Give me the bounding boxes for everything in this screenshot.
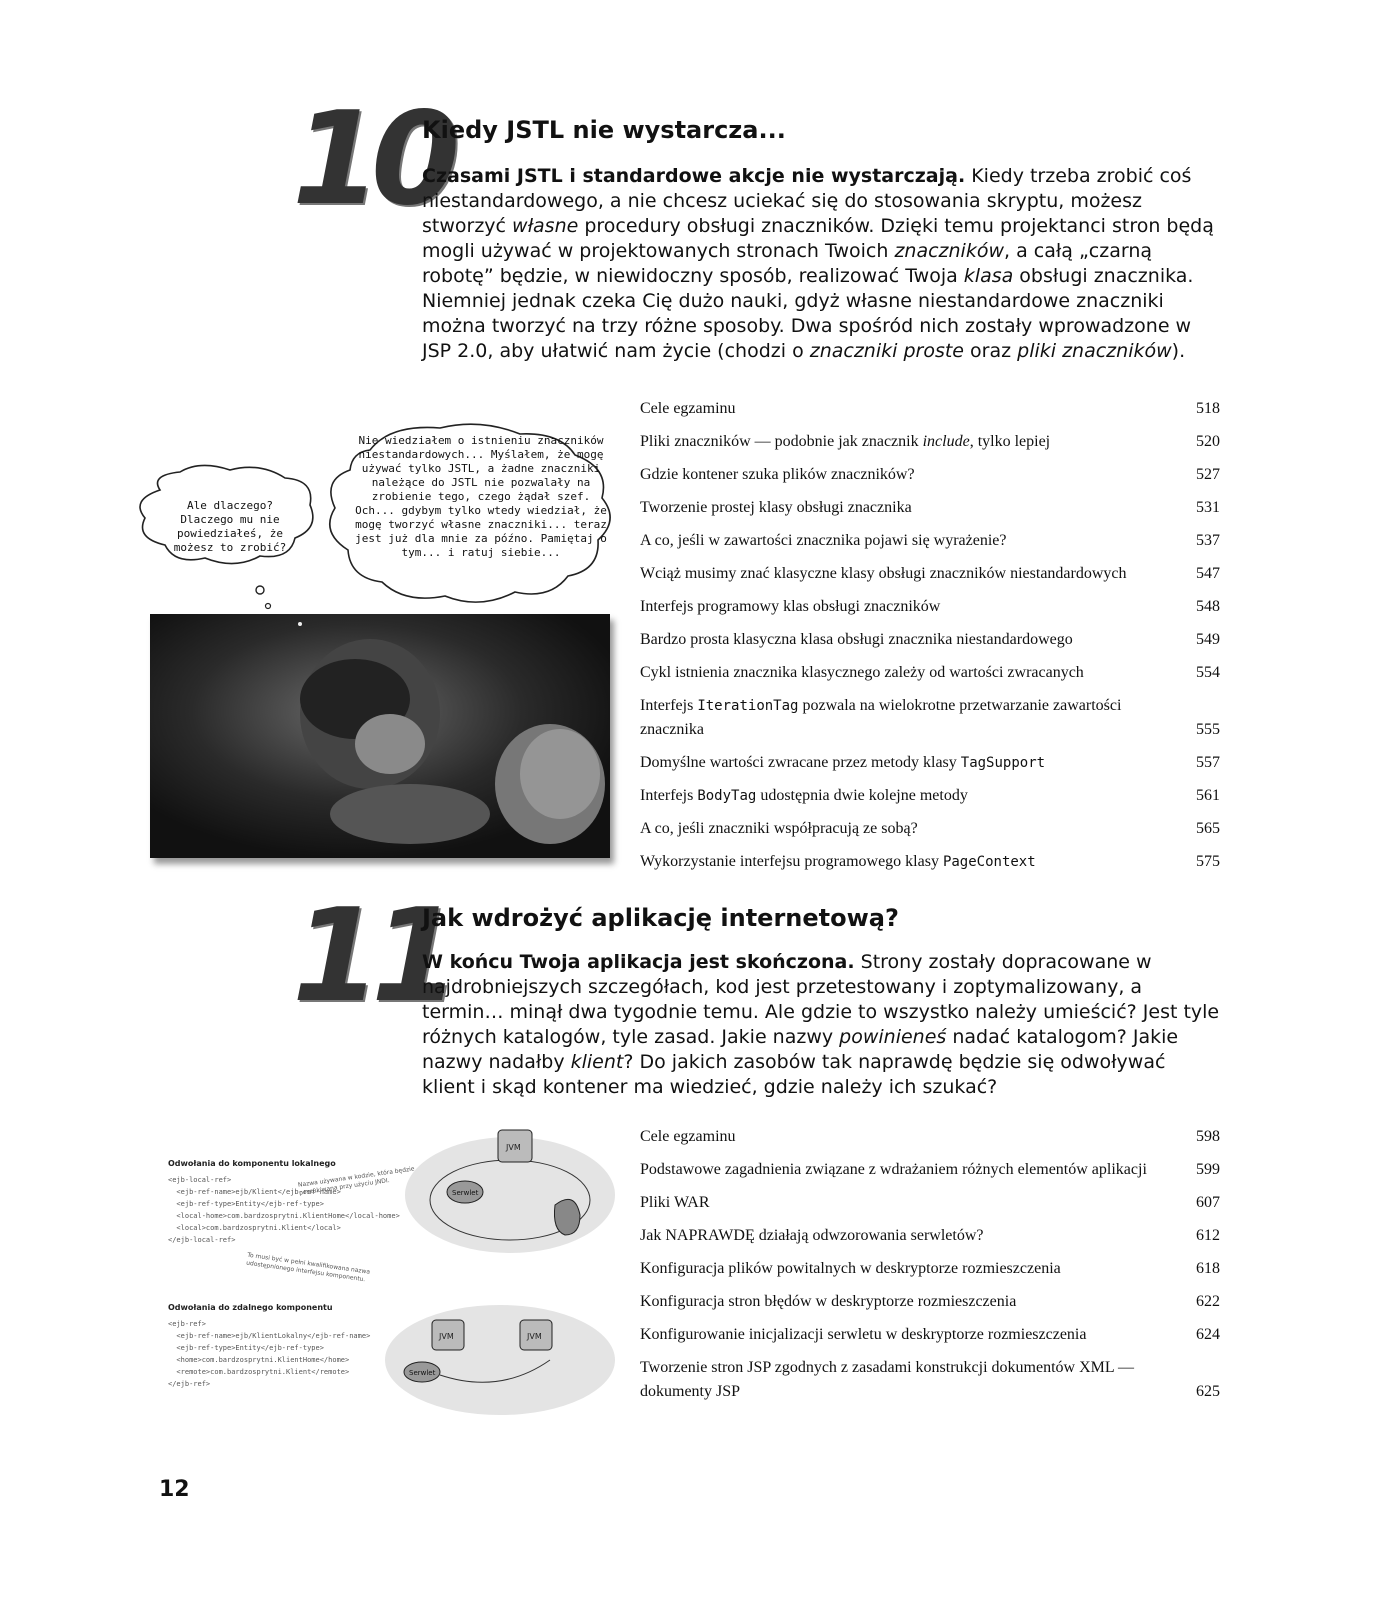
toc-entry	[640, 1187, 1220, 1220]
intro-emphasis: pliki znaczników	[1017, 340, 1172, 362]
code-heading: Odwołania do zdalnego komponentu	[168, 1303, 333, 1312]
toc-entry	[640, 1154, 1220, 1187]
toc-page-number: 622	[1196, 1293, 1220, 1310]
server-cloud	[385, 1305, 615, 1415]
toc-entry-title	[640, 1323, 1086, 1347]
toc-code-term: PageContext	[942, 854, 1036, 870]
toc-entry-title	[640, 397, 736, 421]
toc-page-number: 624	[1196, 1326, 1220, 1343]
jvm-icon	[498, 1130, 532, 1162]
toc-entry-title	[640, 463, 915, 487]
toc-text: Jak NAPRAWDĘ działają odwzorowania serwletów?	[640, 1227, 984, 1244]
toc-entry-title	[640, 430, 1050, 454]
code-line: <local-home>com.bardzosprytni.KlientHome</local-home>	[168, 1212, 400, 1220]
code-line: <home>com.bardzosprytni.KlientHome</home>	[168, 1356, 350, 1364]
toc-text: Pliki znaczników — podobnie jak znacznik	[640, 433, 923, 450]
toc-entry	[640, 846, 1220, 879]
toc-entry-title	[640, 661, 1084, 685]
jvm-icon	[432, 1320, 464, 1350]
toc-entry-title	[640, 784, 968, 808]
intro-text: ).	[1171, 340, 1186, 362]
toc-entry-title	[640, 817, 918, 841]
toc-text: Konfigurowanie inicjalizacji serwletu w deskryptorze rozmieszczenia	[640, 1326, 1087, 1343]
toc-entry	[640, 657, 1220, 690]
toc-page-number: 575	[1196, 853, 1220, 870]
toc-entry	[640, 1352, 1220, 1409]
intro-emphasis: znaczników	[894, 240, 1005, 262]
code-line: <ejb-ref>	[168, 1320, 206, 1328]
jvm-label: JVM	[527, 1332, 542, 1341]
toc-page-number: 537	[1196, 532, 1220, 549]
intro-emphasis: powinieneś	[839, 1026, 947, 1048]
toc-entry	[640, 591, 1220, 624]
toc-entry	[640, 1286, 1220, 1319]
intro-text: procedury obsługi znaczników. Dzięki temu projektanci stron będą mogli używać w projektowanych stronach Twoich	[422, 215, 1214, 262]
toc-code-term: BodyTag	[697, 788, 757, 804]
toc-page-number: 518	[1196, 400, 1220, 417]
toc-text: Pliki WAR	[640, 1194, 710, 1211]
toc-page-number: 612	[1196, 1227, 1220, 1244]
toc-entry	[640, 525, 1220, 558]
code-heading: Odwołania do komponentu lokalnego	[168, 1159, 336, 1168]
intro-emphasis: znaczniki proste	[809, 340, 964, 362]
toc-entry-title	[640, 1125, 736, 1149]
toc-text: Konfiguracja plików powitalnych w deskryptorze rozmieszczenia	[640, 1260, 1061, 1277]
toc-entry	[640, 624, 1220, 657]
toc-entry	[640, 780, 1220, 813]
toc-page-number: 625	[1196, 1383, 1220, 1400]
bubble-dot	[266, 604, 271, 609]
chapter-title: Jak wdrożyć aplikację internetową?	[422, 904, 899, 932]
toc-entry	[640, 393, 1220, 426]
toc-entry-title	[640, 850, 1036, 874]
toc-entry-title	[640, 1191, 710, 1215]
toc-entry	[640, 426, 1220, 459]
servlet-icon	[447, 1181, 483, 1203]
toc-page-number: 555	[1196, 721, 1220, 738]
toc-page-number: 520	[1196, 433, 1220, 450]
toc-text: Bardzo prosta klasyczna klasa obsługi znacznika niestandardowego	[640, 631, 1073, 648]
toc-page-number: 531	[1196, 499, 1220, 516]
component-icon	[554, 1199, 580, 1235]
toc-entry	[640, 747, 1220, 780]
toc-page-number: 618	[1196, 1260, 1220, 1277]
toc-code-term: TagSupport	[960, 755, 1046, 771]
toc-text: Tworzenie prostej klasy obsługi znacznika	[640, 499, 912, 516]
toc-entry	[640, 1121, 1220, 1154]
bubble-dot	[256, 586, 264, 594]
toc-text: Interfejs	[640, 787, 698, 804]
toc-page-number: 557	[1196, 754, 1220, 771]
code-line: </ejb-ref>	[168, 1380, 211, 1388]
intro-emphasis: klient	[570, 1051, 624, 1073]
intro-text: obsługi znacznika. Niemniej jednak czeka Cię dużo nauki, gdyż własne niestandardowe znaczniki można tworzyć na trzy różne sposoby. Dwa spośród nich zostały wprowadzone w JSP 2.0, aby ułatwić nam życie (chodzi o	[422, 265, 1194, 362]
code-annotation: Nazwa używana w kodzie, która będzie poszukiwana przy użyciu JNDI.	[297, 1165, 415, 1197]
toc-text: Cykl istnienia znacznika klasycznego zależy od wartości zwracanych	[640, 664, 1084, 681]
table-of-contents-ch10	[640, 393, 1220, 879]
toc-entry-title	[640, 496, 912, 520]
photo-illustration	[150, 614, 610, 858]
intro-text: Kiedy trzeba zrobić coś niestandardowego, a nie chcesz uciekać się do stosowania skryptu, możesz stworzyć	[422, 165, 1192, 237]
toc-text: A co, jeśli znaczniki współpracują ze sobą?	[640, 820, 918, 837]
toc-entry-title	[640, 529, 1007, 553]
toc-page-number: 547	[1196, 565, 1220, 582]
jvm-label: JVM	[439, 1332, 454, 1341]
toc-page-number: 554	[1196, 664, 1220, 681]
page-number: 12	[159, 1477, 190, 1502]
toc-entry	[640, 1220, 1220, 1253]
toc-entry-title	[640, 595, 940, 619]
toc-text: Cele egzaminu	[640, 400, 736, 417]
toc-text: Wciąż musimy znać klasyczne klasy obsługi znaczników niestandardowych	[640, 565, 1127, 582]
toc-text: pozwala na wielokrotne przetwarzanie zawartości znacznika	[640, 697, 1122, 738]
code-line: <ejb-ref-type>Entity</ejb-ref-type>	[168, 1200, 324, 1208]
toc-text: udostępnia dwie kolejne metody	[756, 787, 968, 804]
toc-page-number: 548	[1196, 598, 1220, 615]
toc-entry-title	[640, 751, 1045, 775]
servlet-icon	[404, 1362, 440, 1382]
toc-text: Wykorzystanie interfejsu programowego klasy	[640, 853, 943, 870]
toc-page-number: 565	[1196, 820, 1220, 837]
code-line: </ejb-local-ref>	[168, 1236, 236, 1244]
code-line: <ejb-local-ref>	[168, 1176, 232, 1184]
code-remote-ref	[168, 1302, 408, 1390]
toc-entry-title	[640, 694, 1181, 742]
intro-lead: W końcu Twoja aplikacja jest skończona.	[422, 951, 855, 973]
chapter-intro	[422, 950, 1222, 1100]
intro-text: , a całą „czarną robotę” będzie, w niewidoczny sposób, realizować Twoja	[422, 240, 1153, 287]
intro-emphasis: klasa	[963, 265, 1014, 287]
code-line: <ejb-ref-name>ejb/KlientLokalny</ejb-ref-name>	[168, 1332, 371, 1340]
chapter-intro	[422, 164, 1222, 364]
toc-entry-title	[640, 1158, 1147, 1182]
speech-bubble-small: Ale dlaczego? Dlaczego mu nie powiedziałeś, że możesz to zrobić?	[173, 499, 287, 554]
intro-text: Strony zostały dopracowane w najdrobniejszych szczegółach, kod jest przetestowany i zoptymalizowany, a termin… minął dwa tygodnie temu. Ale gdzie to wszystko należy umieścić? Jest tyle różnych katalogów, tyle zasad. Jakie nazwy	[422, 951, 1220, 1048]
intro-text: nadać katalogom? Jakie nazwy nadałby	[422, 1026, 1179, 1073]
speech-bubble-large: Nie wiedziałem o istnieniu znaczników niestandardowych... Myślałem, że mogę używać tylko JSTL, a żadne znaczniki należące do JSTL nie pozwalały na zrobienie tego, czego żądał szef. Och... gdybym tylko wtedy wiedział, że mogę tworzyć własne znaczniki... teraz jest już dla mnie za późno. Pamiętaj o tym... i ratuj siebie...	[355, 434, 607, 559]
toc-entry	[640, 1253, 1220, 1286]
code-line: <remote>com.bardzosprytni.Klient</remote>	[168, 1368, 350, 1376]
chapter-title: Kiedy JSTL nie wystarcza...	[422, 116, 786, 144]
code-line: <ejb-ref-name>ejb/Klient</ejb-ref-name>	[168, 1188, 341, 1196]
jvm-label: JVM	[506, 1143, 521, 1152]
toc-text: , tylko lepiej	[969, 433, 1051, 450]
toc-code-term: IterationTag	[697, 698, 799, 714]
toc-text: Interfejs programowy klas obsługi znaczników	[640, 598, 941, 615]
toc-page-number: 527	[1196, 466, 1220, 483]
toc-page-number: 598	[1196, 1128, 1220, 1145]
chapter-number: 10	[292, 85, 451, 234]
toc-page-number: 607	[1196, 1194, 1220, 1211]
toc-text: Konfiguracja stron błędów w deskryptorze rozmieszczenia	[640, 1293, 1017, 1310]
chapter-number: 11	[292, 882, 451, 1031]
toc-text: Cele egzaminu	[640, 1128, 736, 1145]
toc-entry	[640, 813, 1220, 846]
toc-entry	[640, 690, 1220, 747]
toc-text: Domyślne wartości zwracane przez metody klasy	[640, 754, 961, 771]
toc-text: A co, jeśli w zawartości znacznika pojawi się wyrażenie?	[640, 532, 1007, 549]
jvm-icon	[520, 1320, 552, 1350]
servlet-label: Serwlet	[409, 1369, 436, 1377]
toc-text: Interfejs	[640, 697, 698, 714]
table-of-contents-ch11	[640, 1121, 1220, 1409]
toc-text: Gdzie kontener szuka plików znaczników?	[640, 466, 915, 483]
toc-entry	[640, 558, 1220, 591]
servlet-label: Serwlet	[452, 1189, 479, 1197]
code-annotation: To musi być w pełni kwalifikowana nazwa udostępnionego interfejsu komponentu.	[245, 1251, 371, 1284]
toc-entry-title	[640, 1356, 1184, 1404]
intro-lead: Czasami JSTL i standardowe akcje nie wystarczają.	[422, 165, 966, 187]
toc-page-number: 561	[1196, 787, 1220, 804]
intro-text: ? Do jakich zasobów tak naprawdę będzie się odwoływać klient i skąd kontener ma wiedzieć, gdzie należy ich szukać?	[422, 1051, 1166, 1098]
toc-text: Tworzenie stron JSP zgodnych z zasadami konstrukcji dokumentów XML — dokumenty JSP	[640, 1359, 1135, 1400]
toc-entry-title	[640, 1290, 1016, 1314]
toc-text: Podstawowe zagadnienia związane z wdrażaniem różnych elementów aplikacji	[640, 1161, 1147, 1178]
toc-entry	[640, 459, 1220, 492]
toc-entry	[640, 1319, 1220, 1352]
toc-emphasis: include	[922, 433, 970, 450]
toc-entry-title	[640, 628, 1073, 652]
toc-page-number: 549	[1196, 631, 1220, 648]
toc-entry-title	[640, 1257, 1061, 1281]
toc-entry	[640, 492, 1220, 525]
intro-emphasis: własne	[512, 215, 579, 237]
toc-entry-title	[640, 1224, 984, 1248]
code-line: <local>com.bardzosprytni.Klient</local>	[168, 1224, 341, 1232]
intro-text: oraz	[964, 340, 1018, 362]
toc-entry-title	[640, 562, 1127, 586]
code-line: <ejb-ref-type>Entity</ejb-ref-type>	[168, 1344, 324, 1352]
toc-page-number: 599	[1196, 1161, 1220, 1178]
